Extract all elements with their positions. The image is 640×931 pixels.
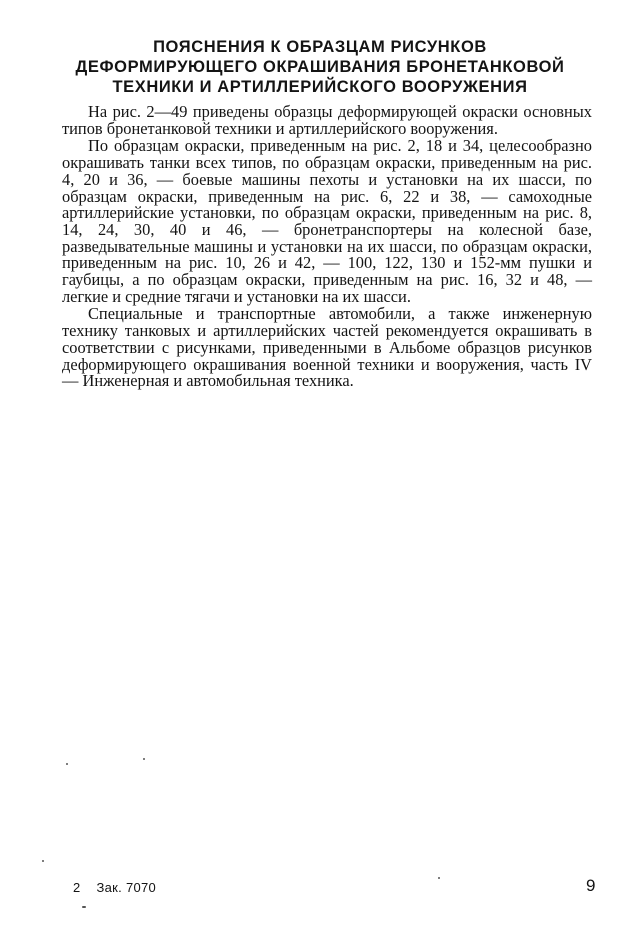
page-number: 9 xyxy=(586,876,596,895)
printing-footer xyxy=(73,880,156,895)
page-title xyxy=(40,37,600,97)
print-speck xyxy=(42,860,44,862)
title-line: ПОЯСНЕНИЯ К ОБРАЗЦАМ РИСУНКОВ xyxy=(153,38,487,56)
paragraph: Специальные и транспортные автомобили, а также инженерную технику танковых и артиллерийских частей рекомендуется окрашивать в соответствии с рисунками, приведенными в Альбоме образцов рисунков деформирующего окрашивания военной техники и вооружения, часть IV — Инженерная и автомобильная техника. xyxy=(62,304,592,391)
print-speck xyxy=(66,763,68,765)
body-text xyxy=(62,104,592,390)
print-speck xyxy=(143,758,145,760)
title-line: ДЕФОРМИРУЮЩЕГО ОКРАШИВАНИЯ БРОНЕТАНКОВОЙ xyxy=(75,58,565,76)
paragraph: По образцам окраски, приведенным на рис. 2, 18 и 34, целесообразно окрашивать танки всех типов, по образцам окраски, приведенным на рис. 4, 20 и 36, — боевые машины пехоты и установки на их шасси, по образцам окраски, приведенным на рис. 6, 22 и 38, — самоходные артиллерийские установки, по образцам окраски, приведенным на рис. 8, 14, 24, 30, 40 и 46, — бронетранспортеры на колесной базе, разведывательные машины и установки на их шасси, по образцам окраски, приведенным на рис. 10, 26 и 42, — 100, 122, 130 и 152-мм пушки и гаубицы, а по образцам окраски, приведенным на рис. 16, 32 и 48, — легкие и средние тягачи и установки на их шасси. xyxy=(62,136,592,306)
print-speck xyxy=(82,906,86,908)
print-speck xyxy=(438,877,440,879)
paragraph: На рис. 2—49 приведены образцы деформирующей окраски основных типов бронетанковой техники и артиллерийского вооружения. xyxy=(62,102,592,138)
order-number: Зак. 7070 xyxy=(96,880,157,895)
title-line: ТЕХНИКИ И АРТИЛЛЕРИЙСКОГО ВООРУЖЕНИЯ xyxy=(112,78,528,96)
signature-mark: 2 xyxy=(73,880,81,895)
